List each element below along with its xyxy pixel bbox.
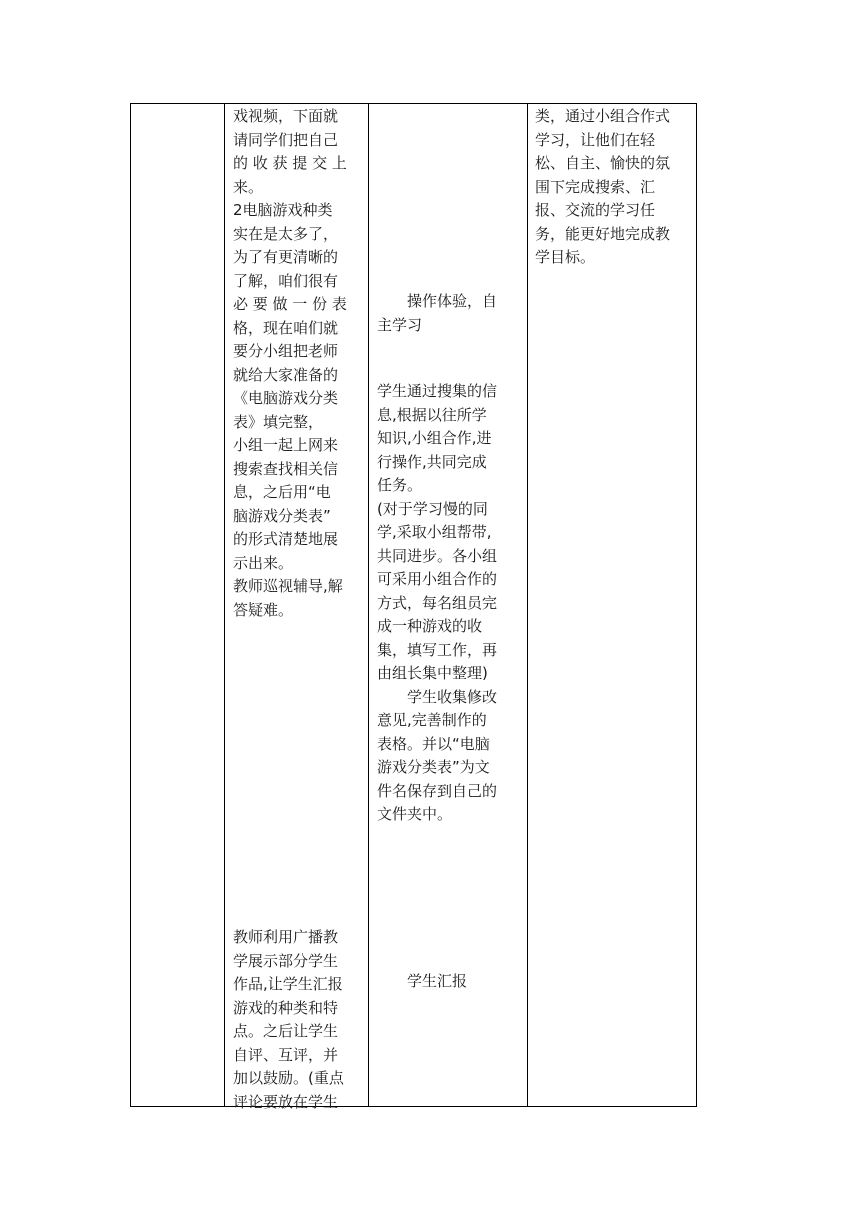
teacher-activity-text-2 [233, 926, 369, 1114]
text-line: 学生通过搜集的信 [377, 382, 498, 400]
text-line: 必 要 做 一 份 表 [233, 295, 347, 313]
text-line: 教师利用广播教 [233, 928, 339, 946]
text-line: 围下完成搜索、汇 [535, 177, 656, 196]
text-line: 文件夹中。 [377, 805, 453, 823]
text-line: 的 收 获 提 交 上 [233, 154, 347, 172]
text-line: 示出来。 [233, 553, 294, 572]
text-line: 脑游戏分类表” [233, 506, 331, 525]
text-line: 学生收集修改 [407, 687, 498, 706]
lesson-plan-table [130, 103, 697, 1111]
text-line: 答疑难。 [233, 600, 294, 619]
text-line: 方式，每名组员完 [377, 593, 498, 612]
text-line: 报、交流的学习任 [535, 201, 656, 219]
text-line: 2电脑游戏种类 [233, 201, 333, 219]
text-line: 作品,让学生汇报 [233, 975, 343, 993]
text-line: 的形式清楚地展 [233, 530, 339, 548]
text-line: 松、自主、愉快的氛 [535, 154, 671, 172]
text-line: 要分小组把老师 [233, 342, 339, 360]
text-line: 学习，让他们在轻 [535, 130, 656, 149]
text-line: 自评、互评，并 [233, 1045, 339, 1064]
text-line: 教师巡视辅导,解 [233, 577, 343, 595]
text-line: 评论要放在学生 [233, 1092, 339, 1111]
text-line: 请同学们把自己 [233, 130, 339, 149]
column-divider [224, 104, 225, 1106]
text-line: 由组长集中整理) [377, 664, 488, 682]
text-line: 任务。 [377, 476, 423, 494]
text-line: 《电脑游戏分类 [233, 389, 339, 407]
text-line: 表格。并以“电脑 [377, 734, 490, 753]
text-line: 游戏的种类和特 [233, 998, 339, 1017]
text-line: 共同进步。各小组 [377, 546, 498, 565]
text-line: 类，通过小组合作式 [535, 107, 671, 125]
text-line: 就给大家准备的 [233, 365, 339, 384]
text-line: 学目标。 [535, 248, 596, 266]
text-line: 来。 [233, 177, 264, 196]
text-line: 学,采取小组帮带, [377, 523, 492, 541]
design-intent-text [535, 105, 693, 270]
teacher-activity-text [233, 105, 369, 622]
text-line: 集，填写工作，再 [377, 640, 498, 659]
heading-line: 主学习 [377, 315, 423, 334]
text-line: (对于学习慢的同 [377, 499, 488, 518]
text-line: 息,根据以往所学 [377, 405, 487, 424]
text-line: 为了有更清晰的 [233, 248, 339, 266]
text-line: 务，能更好地完成教 [535, 224, 671, 243]
text-line: 游戏分类表”为文 [377, 758, 490, 776]
text-line: 加以鼓励。(重点 [233, 1069, 344, 1087]
text-line: 知识,小组合作,进 [377, 429, 492, 447]
report-label: 学生汇报 [407, 972, 468, 990]
text-line: 格，现在咱们就 [233, 318, 339, 337]
text-line: 搜索查找相关信 [233, 459, 339, 478]
text-line: 息，之后用“电 [233, 483, 331, 501]
text-line: 实在是太多了， [233, 224, 339, 243]
text-line: 点。之后让学生 [233, 1022, 339, 1040]
text-line: 了解，咱们很有 [233, 271, 339, 290]
text-line: 学展示部分学生 [233, 951, 339, 970]
text-line: 行操作,共同完成 [377, 452, 487, 471]
text-line: 可采用小组合作的 [377, 570, 498, 588]
text-line: 小组一起上网来 [233, 436, 339, 454]
text-line: 意见,完善制作的 [377, 711, 487, 729]
heading-line: 操作体验，自 [407, 292, 498, 310]
student-report-label [377, 970, 523, 994]
student-activity-text [377, 380, 523, 827]
student-activity-heading [377, 290, 523, 337]
text-line: 表》填完整， [233, 412, 324, 431]
text-line: 戏视频，下面就 [233, 107, 339, 125]
text-line: 成一种游戏的收 [377, 617, 483, 635]
column-divider [527, 104, 528, 1106]
text-line: 件名保存到自己的 [377, 781, 498, 800]
